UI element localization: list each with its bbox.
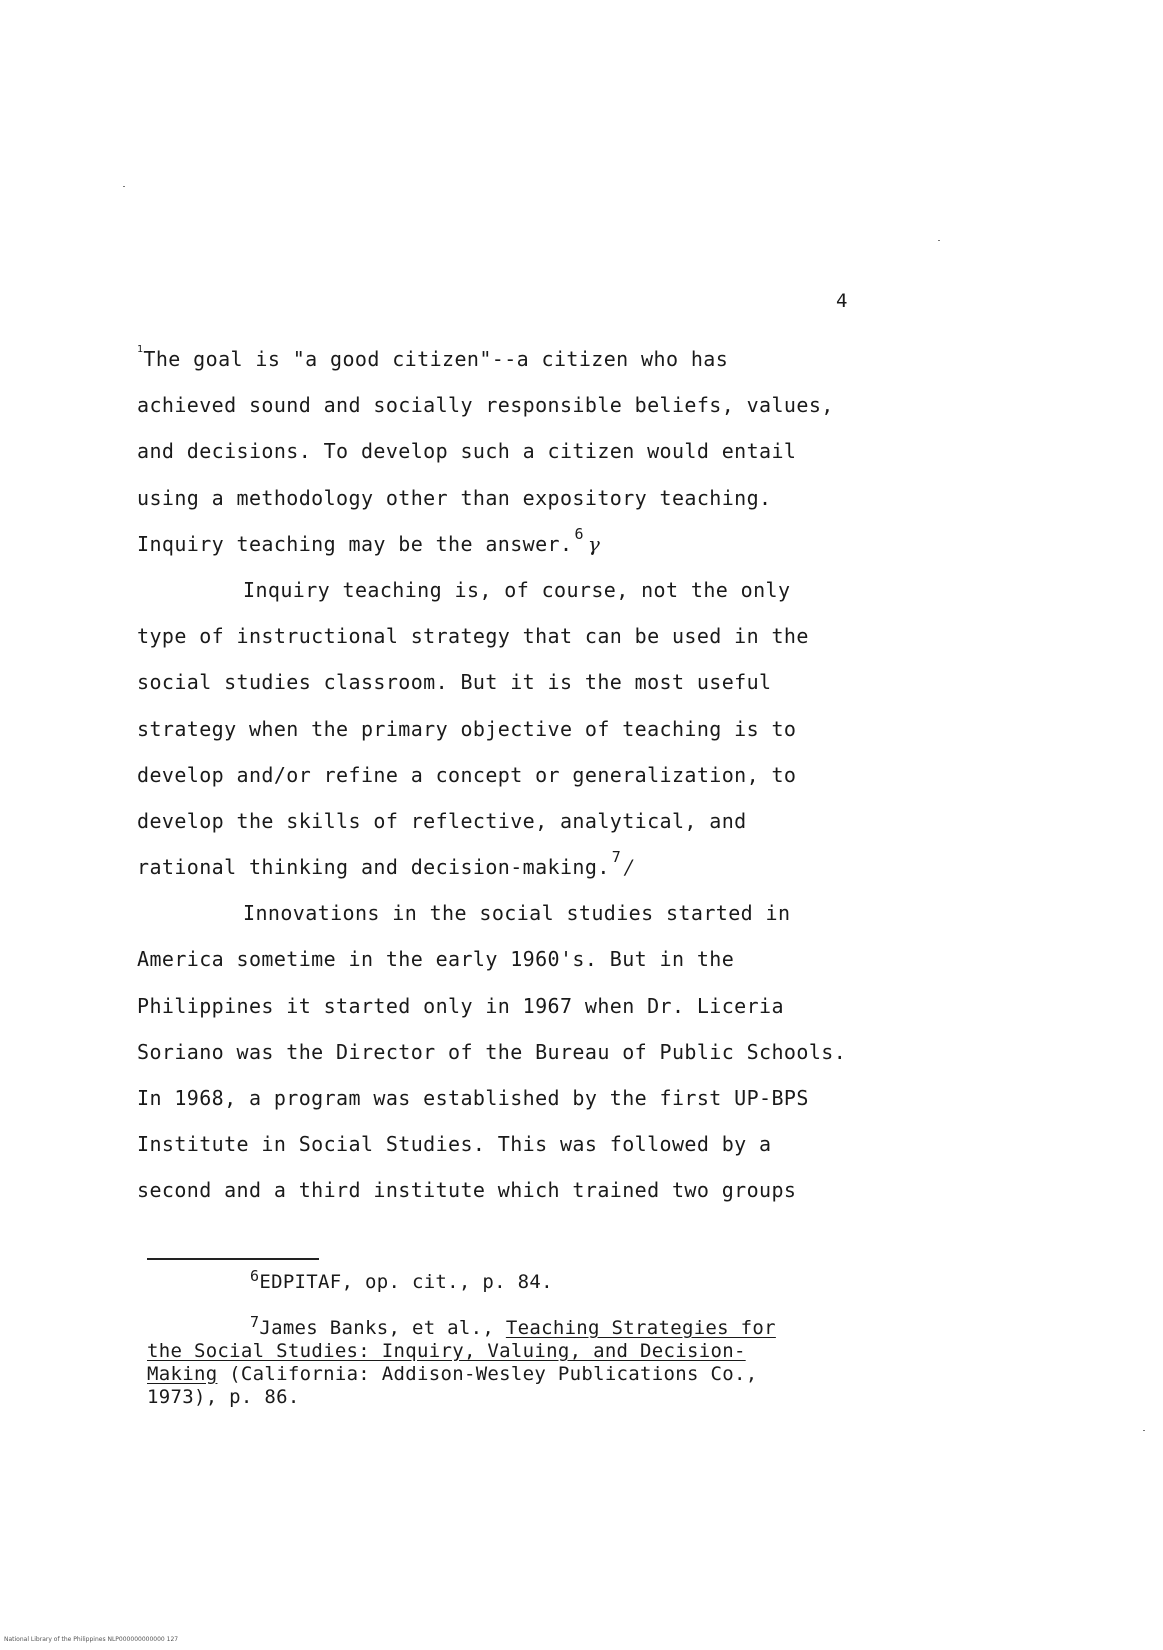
- body-line: second and a third institute which trained two groups: [137, 1178, 797, 1203]
- footnote-divider: [147, 1258, 319, 1260]
- footnote-ref-7: 7: [611, 848, 622, 867]
- body-line: In 1968, a program was established by the first UP-BPS: [137, 1086, 809, 1110]
- body-line: using a methodology other than expository teaching.: [137, 485, 772, 510]
- margin-mark: 1: [137, 344, 144, 355]
- body-text: [137, 336, 1037, 1214]
- footnote-7: $^7$James Banks, et al., Teaching Strategies for: [250, 1313, 776, 1339]
- handwritten-mark: γ: [587, 531, 601, 556]
- body-line: strategy when the primary objective of teaching is to: [137, 716, 797, 741]
- body-line: America sometime in the early 1960's. But in the: [137, 947, 735, 972]
- scan-speck: [938, 240, 940, 241]
- body-line: develop and/or refine a concept or generalization, to: [137, 762, 797, 787]
- footnotes: [147, 1267, 947, 1409]
- body-line: Philippines it started only in 1967 when Dr. Liceria: [137, 993, 784, 1018]
- footnote-7-line: the Social Studies: Inquiry, Valuing, and Decision-: [147, 1340, 746, 1362]
- body-line: Inquiry teaching is, of course, not the only: [243, 577, 791, 602]
- footnote-ref-6: 6: [574, 524, 584, 543]
- body-line: develop the skills of reflective, analytical, and: [137, 808, 747, 833]
- body-line: achieved sound and socially responsible beliefs, values,: [137, 393, 834, 418]
- body-line: $^1$The goal is "a good citizen"--a citizen who has: [137, 344, 729, 371]
- scan-speck: [1143, 1430, 1145, 1431]
- body-line: Inquiry teaching may be the answer. $^6$ γ: [137, 524, 601, 556]
- footnote-7-line: 1973), p. 86.: [147, 1386, 300, 1408]
- library-footer: National Library of the Philippines NLP000000000000 127: [4, 1636, 179, 1643]
- body-line: Institute in Social Studies. This was followed by a: [137, 1132, 772, 1157]
- footnote-6: $^6$EDPITAF, op. cit., p. 84.: [250, 1267, 553, 1293]
- body-line: type of instructional strategy that can be used in the: [137, 624, 809, 649]
- page-number: 4: [836, 290, 848, 312]
- body-line: social studies classroom. But it is the most useful: [137, 670, 772, 695]
- handwritten-mark: /: [625, 855, 633, 880]
- body-line: rational thinking and decision-making. $^7$ /: [137, 848, 633, 880]
- scan-speck: [123, 186, 125, 187]
- body-line: Innovations in the social studies started in: [243, 901, 791, 926]
- body-line: and decisions. To develop such a citizen would entail: [137, 439, 797, 464]
- body-line: Soriano was the Director of the Bureau of Public Schools.: [137, 1039, 847, 1064]
- footnote-7-line: Making (California: Addison-Wesley Publications Co.,: [147, 1363, 758, 1385]
